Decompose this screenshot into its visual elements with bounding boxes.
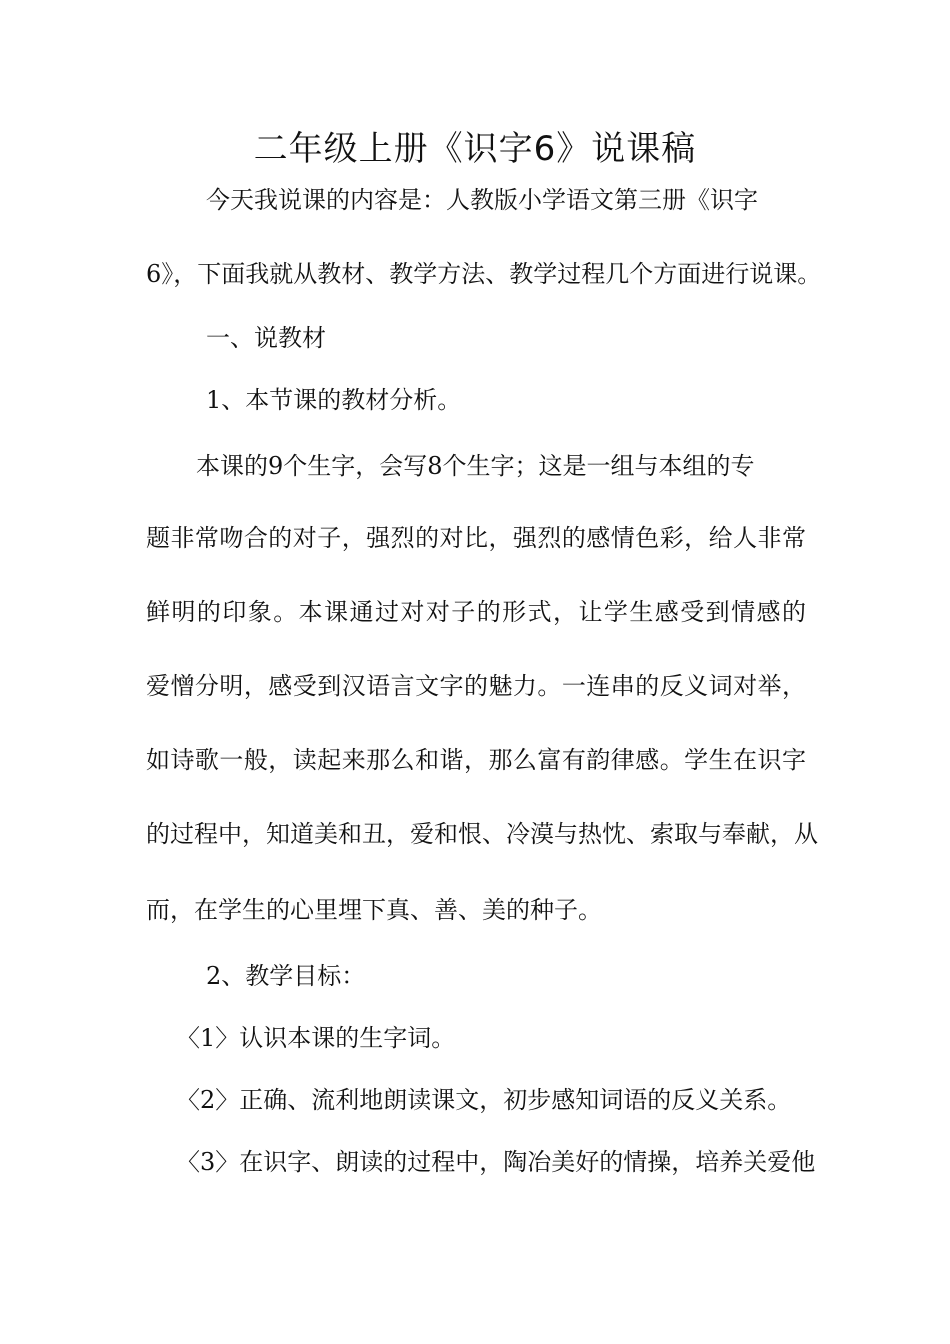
- subsection-heading-analysis: 1、本节课的教材分析。: [206, 386, 462, 414]
- objective-item-1: 〈1〉认识本课的生字词。: [176, 1024, 456, 1052]
- paragraph-analysis-line-5: 如诗歌一般，读起来那么和谐，那么富有韵律感。学生在识字: [146, 746, 806, 774]
- subsection-heading-objectives: 2、教学目标：: [206, 962, 366, 990]
- paragraph-analysis-line-2: 题非常吻合的对子，强烈的对比，强烈的感情色彩，给人非常: [146, 524, 806, 552]
- paragraph-analysis-line-3: 鲜明的印象。本课通过对对子的形式，让学生感受到情感的: [146, 598, 806, 626]
- paragraph-analysis-line-7: 而，在学生的心里埋下真、善、美的种子。: [146, 896, 602, 924]
- paragraph-analysis-line-6: 的过程中，知道美和丑，爱和恨、冷漠与热忱、索取与奉献，从: [146, 820, 818, 848]
- objective-item-3: 〈3〉在识字、朗读的过程中，陶冶美好的情操，培养关爱他: [176, 1148, 816, 1176]
- paragraph-intro-line-1: 今天我说课的内容是：人教版小学语文第三册《识字: [206, 186, 758, 214]
- paragraph-analysis-line-1: 本课的9个生字，会写8个生字；这是一组与本组的专: [196, 452, 755, 480]
- paragraph-intro-line-2: 6》，下面我就从教材、教学方法、教学过程几个方面进行说课。: [146, 260, 822, 288]
- document-title: 二年级上册《识字6》说课稿: [253, 129, 697, 169]
- paragraph-analysis-line-4: 爱憎分明，感受到汉语言文字的魅力。一连串的反义词对举，: [146, 672, 806, 700]
- objective-item-2: 〈2〉正确、流利地朗读课文，初步感知词语的反义关系。: [176, 1086, 792, 1114]
- section-heading-textbook: 一、说教材: [206, 324, 326, 352]
